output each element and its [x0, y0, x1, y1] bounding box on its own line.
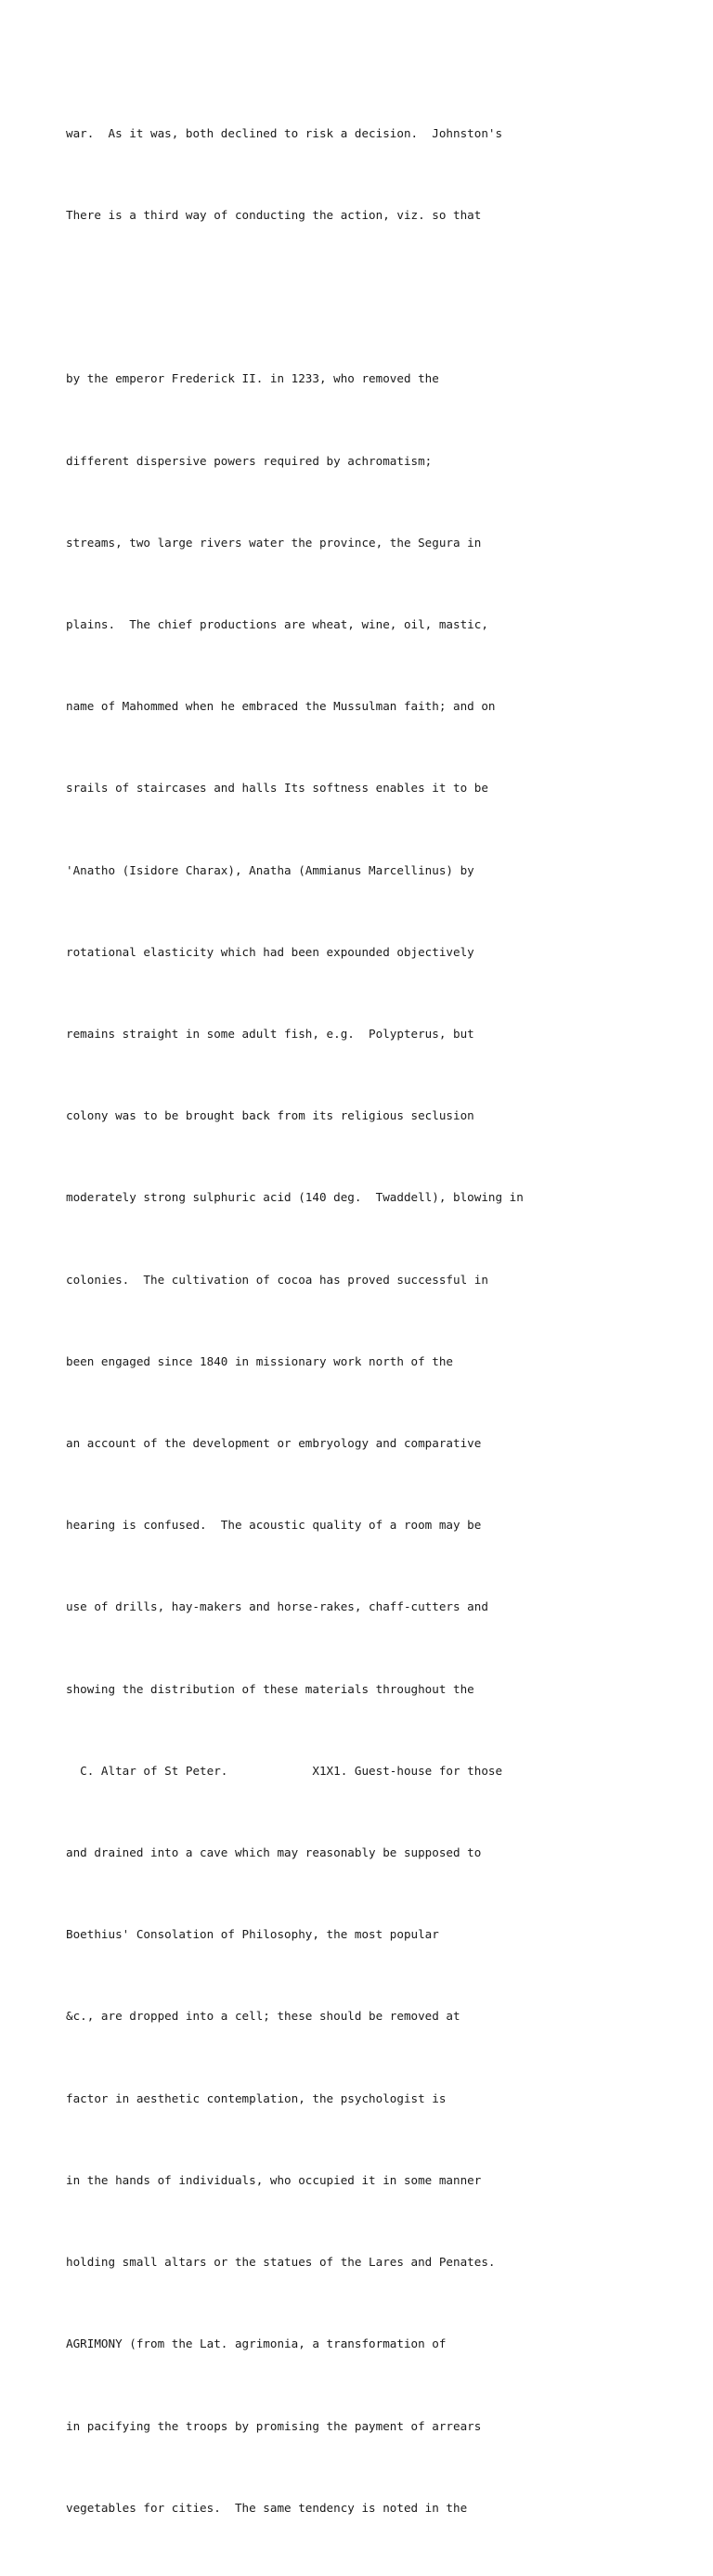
text-line: war. As it was, both declined to risk a decision. Johnston's [66, 125, 503, 140]
text-line: rotational elasticity which had been expounded objectively [66, 944, 474, 959]
text-line: hearing is confused. The acoustic quality of a room may be [66, 1518, 482, 1533]
text-line: moderately strong sulphuric acid (140 deg. Twaddell), blowing in [66, 1190, 524, 1205]
text-line: 'Anatho (Isidore Charax), Anatha (Ammianus Marcellinus) by [66, 862, 474, 877]
text-line: plains. The chief productions are wheat, wine, oil, mastic, [66, 617, 488, 632]
text-line: name of Mahommed when he embraced the Mussulman faith; and on [66, 699, 496, 714]
text-line: colonies. The cultivation of cocoa has proved successful in [66, 1272, 488, 1287]
text-line: streams, two large rivers water the province, the Segura in [66, 535, 482, 550]
text-line: showing the distribution of these materials throughout the [66, 1681, 474, 1696]
text-line: and drained into a cave which may reasonably be supposed to [66, 1845, 482, 1860]
document-text [66, 65, 697, 2576]
text-line: in pacifying the troops by promising the payment of arrears [66, 2418, 482, 2433]
text-line: Boethius' Consolation of Philosophy, the most popular [66, 1927, 439, 1942]
text-line: holding small altars or the statues of the Lares and Penates. [66, 2255, 496, 2270]
text-line: &c., are dropped into a cell; these should be removed at [66, 2009, 460, 2024]
text-line: factor in aesthetic contemplation, the psychologist is [66, 2091, 447, 2105]
text-line: different dispersive powers required by achromatism; [66, 453, 433, 468]
text-line [66, 283, 697, 310]
text-line: remains straight in some adult fish, e.g. Polypterus, but [66, 1027, 474, 1042]
text-line: srails of staircases and halls Its softness enables it to be [66, 781, 488, 796]
text-line: an account of the development or embryology and comparative [66, 1436, 482, 1451]
text-line: AGRIMONY (from the Lat. agrimonia, a transformation of [66, 2337, 447, 2351]
text-line: C. Altar of St Peter. X1X1. Guest-house for those [66, 1763, 503, 1778]
text-line: in the hands of individuals, who occupied it in some manner [66, 2172, 482, 2187]
text-line: There is a third way of conducting the action, viz. so that [66, 208, 482, 223]
text-line: colony was to be brought back from its religious seclusion [66, 1108, 474, 1123]
text-line: by the emperor Frederick II. in 1233, who removed the [66, 371, 439, 386]
text-line: vegetables for cities. The same tendency is noted in the [66, 2500, 468, 2515]
text-line: use of drills, hay-makers and horse-rakes, chaff-cutters and [66, 1599, 488, 1614]
text-line: been engaged since 1840 in missionary work north of the [66, 1353, 454, 1368]
